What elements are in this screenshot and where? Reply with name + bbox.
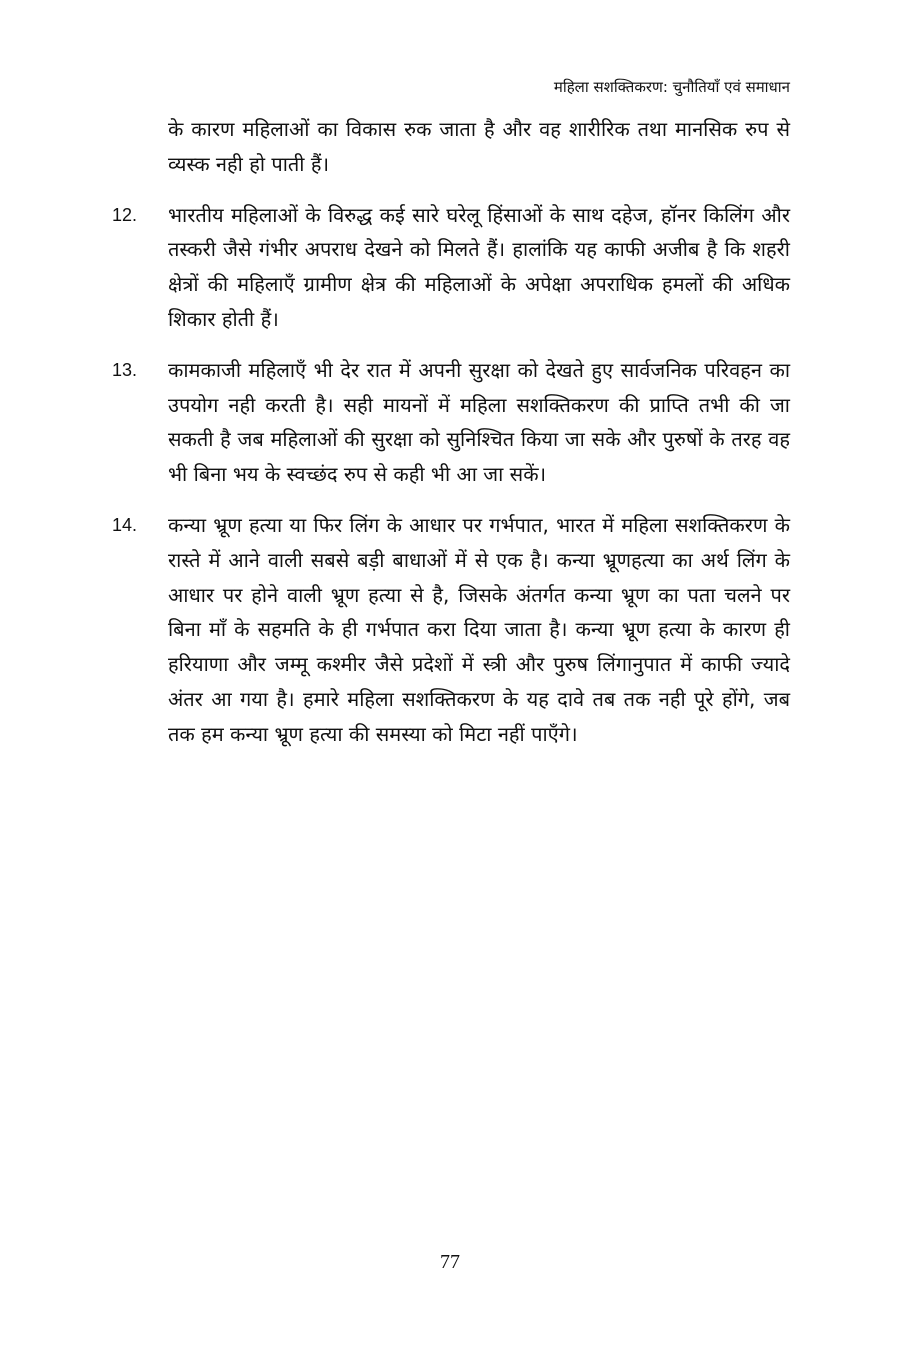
list-item-number: 13. — [112, 359, 138, 380]
list-item-number: 14. — [112, 514, 138, 535]
running-header-title: महिला सशक्तिकरण: चुनौतियाँ एवं समाधान — [553, 78, 790, 96]
list-item-text: भारतीय महिलाओं के विरुद्ध कई सारे घरेलू हिंसाओं के साथ दहेज, हॉनर किलिंग और तस्करी जैसे गंभीर अपराध देखने को मिलते हैं। हालांकि यह काफी अजीब है कि शहरी क्षेत्रों की महिलाएँ ग्रामीण क्षेत्र की महिलाओं के अपेक्षा अपराधिक हमलों की अधिक शिकार होती हैं। — [168, 202, 790, 331]
page-number: 77 — [440, 1251, 460, 1273]
page-body — [112, 112, 790, 768]
list-item-13 — [112, 353, 790, 492]
list-item-text: कामकाजी महिलाएँ भी देर रात में अपनी सुरक्षा को देखते हुए सार्वजनिक परिवहन का उपयोग नही करती है। सही मायनों में महिला सशक्तिकरण की प्राप्ति तभी की जा सकती है जब महिलाओं की सुरक्षा को सुनिश्चित किया जा सके और पुरुषों के तरह वह भी बिना भय के स्वच्छंद रुप से कही भी आ जा सकें। — [168, 357, 790, 487]
list-item-12 — [112, 198, 790, 337]
list-item-text: कन्या भ्रूण हत्या या फिर लिंग के आधार पर गर्भपात, भारत में महिला सशक्तिकरण के रास्ते में आने वाली सबसे बड़ी बाधाओं में से एक है। कन्या भ्रूणहत्या का अर्थ लिंग के आधार पर होने वाली भ्रूण हत्या से है, जिसके अंतर्गत कन्या भ्रूण का पता चलने पर बिना माँ के सहमति के ही गर्भपात करा दिया जाता है। कन्या भ्रूण हत्या के कारण ही हरियाणा और जम्मू कश्मीर जैसे प्रदेशों में स्त्री और पुरुष लिंगानुपात में काफी ज्यादे अंतर आ गया है। हमारे महिला सशक्तिकरण के यह दावे तब तक नही पूरे होंगे, जब तक हम कन्या भ्रूण हत्या की समस्या को मिटा नहीं पाएँगे। — [168, 512, 790, 746]
list-item-14 — [112, 508, 790, 752]
continuation-paragraph: के कारण महिलाओं का विकास रुक जाता है और वह शारीरिक तथा मानसिक रुप से व्यस्क नही हो पाती हैं। — [168, 117, 790, 176]
list-item-number: 12. — [112, 204, 138, 225]
